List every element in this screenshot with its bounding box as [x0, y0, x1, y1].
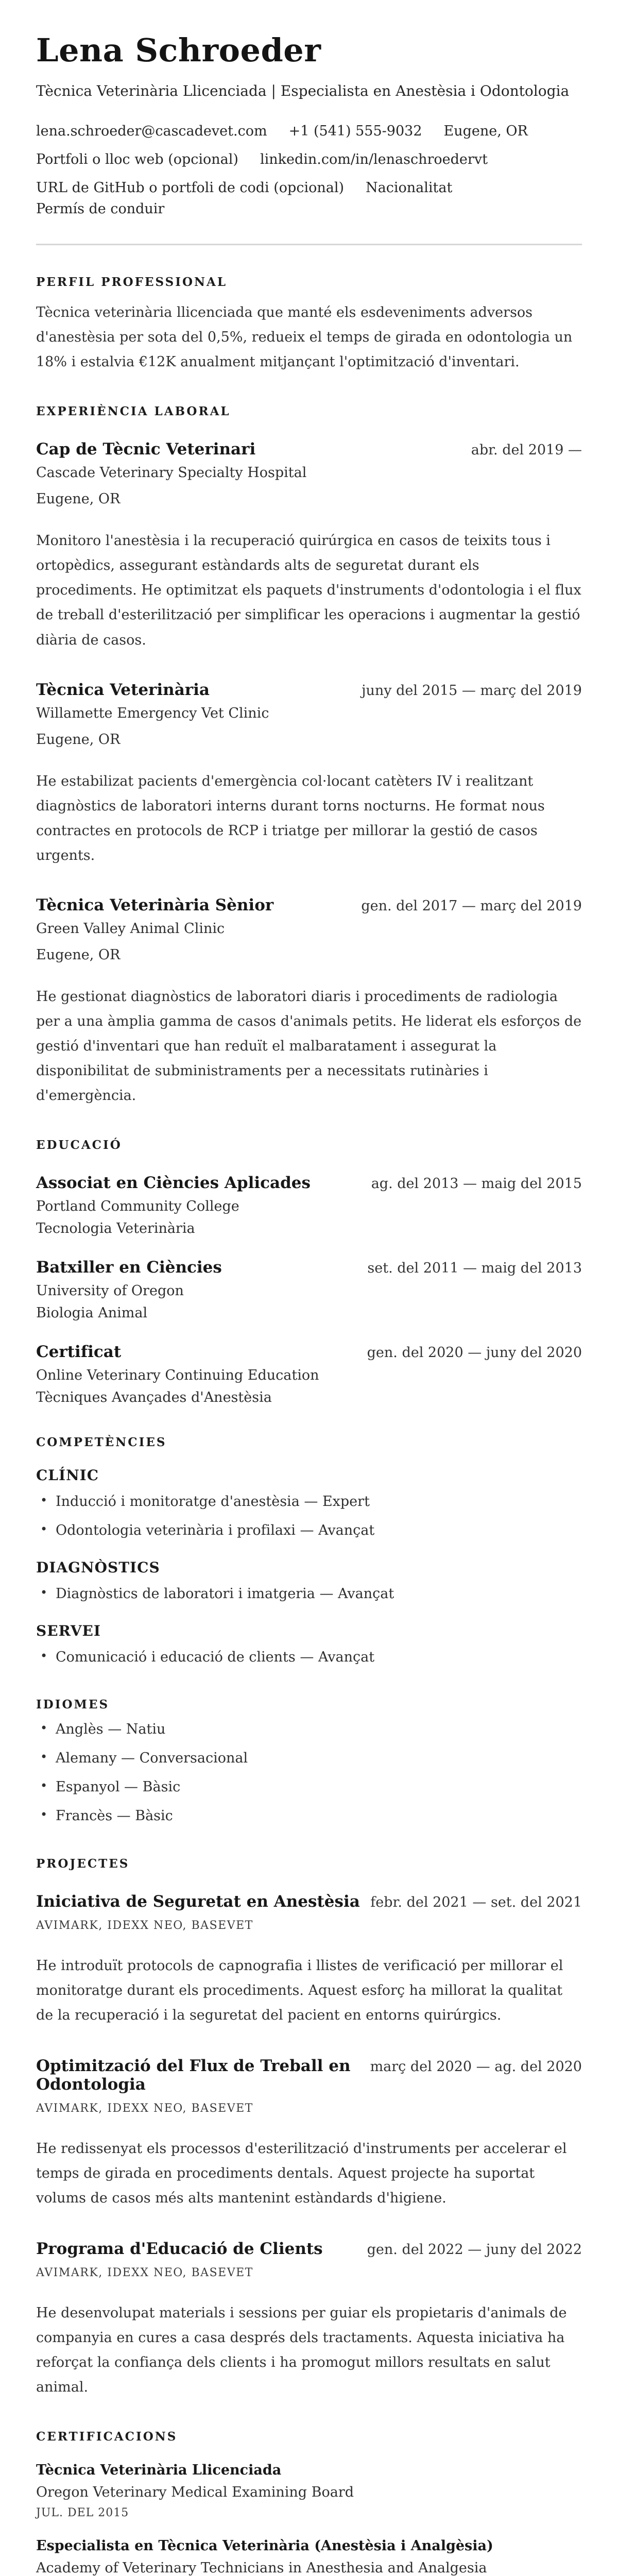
school-name: University of Oregon — [36, 1282, 184, 1299]
contact-row-3 — [36, 180, 582, 217]
candidate-headline: Tècnica Veterinària Llicenciada | Especialista en Anestèsia i Odontologia — [36, 82, 570, 100]
experience-heading: EXPERIÈNCIA LABORAL — [36, 404, 231, 419]
degree-title: Certificat — [36, 1342, 122, 1361]
certification-entry — [36, 2462, 582, 2519]
job-entry — [36, 681, 582, 868]
candidate-name: Lena Schroeder — [36, 31, 321, 69]
skill-group-title: CLÍNIC — [36, 1466, 99, 1484]
job-description: He gestionat diagnòstics de laboratori diaris i procediments de radiologia per a una àmplia gamma de casos d'animals petits. He liderat els esforços de gestió d'inventari que han reduït el malbaratament i assegurat la disponibilitat de subministraments per a necessitats rutinàries i d'emergència. — [36, 988, 582, 1104]
certification-entry — [36, 2538, 582, 2576]
project-description: He desenvolupat materials i sessions per guiar els propietaris d'animals de companyia en cures a casa després dels tractaments. Aquesta iniciativa ha reforçat la confiança dels clients i ha promogut millors resultats en salut animal. — [36, 2305, 567, 2396]
education-entry — [36, 1343, 582, 1405]
section-skills — [36, 1435, 582, 1668]
skill-item: • Odontologia veterinària i profilaxi — Avançat — [36, 1520, 582, 1541]
skills-heading: COMPETÈNCIES — [36, 1435, 167, 1449]
job-company: Green Valley Animal Clinic — [36, 920, 225, 937]
section-certifications — [36, 2430, 582, 2576]
field-of-study: Tècniques Avançades d'Anestèsia — [36, 1389, 272, 1405]
skill-group-title: DIAGNÒSTICS — [36, 1558, 160, 1576]
contact-github-label: URL de GitHub o portfoli de codi (opcional) — [36, 180, 344, 196]
job-description: He estabilizat pacients d'emergència col·locant catèters IV i realitzant diagnòstics de laboratori interns durant torns nocturns. He format nous contractes en protocols de RCP i triatge per millorar la gestió de casos urgents. — [36, 773, 545, 863]
language-list — [36, 1719, 582, 1826]
degree-title: Batxiller en Ciències — [36, 1258, 222, 1277]
project-description: He introduït protocols de capnografia i llistes de verificació per millorar el monitoratge durant els procediments. Aquest esforç ha millorat la qualitat de la recuperació i la seguretat del pacient en entorns quirúrgics. — [36, 1957, 563, 2023]
job-title: Tècnica Veterinària Sènior — [36, 895, 274, 914]
language-item: • Espanyol — Bàsic — [36, 1776, 582, 1798]
job-title: Cap de Tècnic Veterinari — [36, 440, 256, 459]
contact-nationality-label: Nacionalitat — [366, 180, 453, 196]
project-entry — [36, 2240, 582, 2400]
education-dates: gen. del 2020 — juny del 2020 — [367, 1344, 582, 1361]
certifications-heading: CERTIFICACIONS — [36, 2430, 178, 2444]
header-divider — [36, 244, 582, 245]
profile-summary: Tècnica veterinària llicenciada que manté els esdeveniments adversos d'anestèsia per sota del 0,5%, redueix el temps de girada en odontologia un 18% i estalvia €12K anualment mitjançant l'optimització d'inventari. — [36, 304, 573, 370]
job-dates: abr. del 2019 — — [471, 442, 582, 459]
education-heading: EDUCACIÓ — [36, 1138, 122, 1152]
project-description: He redissenyat els processos d'esterilització d'instruments per accelerar el temps de girada en procediments dentals. Aquest projecte ha suportat volums de casos més alts mantenint estàndards d'higiene. — [36, 2140, 567, 2206]
language-item: • Alemany — Conversacional — [36, 1748, 582, 1769]
language-item: • Francès — Bàsic — [36, 1805, 582, 1827]
section-experience — [36, 404, 582, 1108]
section-languages — [36, 1698, 582, 1826]
job-header — [36, 681, 582, 699]
certification-issuer: Academy of Veterinary Technicians in Anesthesia and Analgesia — [36, 2560, 487, 2576]
resume-header — [36, 33, 582, 245]
degree-title: Associat en Ciències Aplicades — [36, 1173, 311, 1192]
contact-license-label: Permís de conduir — [36, 201, 165, 217]
languages-heading: IDIOMES — [36, 1698, 110, 1712]
skill-group-title: SERVEI — [36, 1622, 101, 1639]
job-entry — [36, 440, 582, 652]
project-entry — [36, 2057, 582, 2211]
project-title: Programa d'Educació de Clients — [36, 2240, 323, 2259]
contact-linkedin: linkedin.com/in/lenaschroedervt — [260, 151, 488, 168]
education-header — [36, 1343, 582, 1361]
project-dates: febr. del 2021 — set. del 2021 — [370, 1894, 582, 1910]
job-location: Eugene, OR — [36, 946, 121, 963]
projects-heading: PROJECTES — [36, 1856, 130, 1871]
project-tech: AVIMARK, IDEXX NEO, BASEVET — [36, 1919, 253, 1932]
job-entry — [36, 896, 582, 1108]
skill-list — [36, 1491, 582, 1541]
project-dates: gen. del 2022 — juny del 2022 — [367, 2242, 582, 2258]
project-header — [36, 1892, 582, 1911]
certification-date: JUL. DEL 2015 — [36, 2506, 129, 2520]
project-tech: AVIMARK, IDEXX NEO, BASEVET — [36, 2266, 253, 2280]
profile-heading: PERFIL PROFESSIONAL — [36, 275, 228, 290]
contact-phone: +1 (541) 555-9032 — [288, 123, 422, 140]
job-header — [36, 896, 582, 914]
field-of-study: Biologia Animal — [36, 1304, 148, 1321]
skill-list — [36, 1583, 582, 1605]
job-location: Eugene, OR — [36, 491, 121, 507]
contact-portfolio-label: Portfoli o lloc web (opcional) — [36, 151, 238, 168]
skill-item: • Diagnòstics de laboratori i imatgeria — Avançat — [36, 1583, 582, 1605]
education-entry — [36, 1174, 582, 1236]
project-dates: març del 2020 — ag. del 2020 — [370, 2058, 582, 2075]
education-dates: ag. del 2013 — maig del 2015 — [371, 1175, 582, 1192]
contact-row-1 — [36, 123, 582, 139]
school-name: Portland Community College — [36, 1198, 239, 1214]
skill-group — [36, 1622, 582, 1668]
job-dates: gen. del 2017 — març del 2019 — [361, 897, 582, 914]
job-description: Monitoro l'anestèsia i la recuperació quirúrgica en casos de teixits tous i ortopèdics, assegurant estàndards alts de seguretat durant els procediments. He optimitzat els paquets d'instruments d'odontologia i el flux de treball d'esterilització per simplificar les operacions i augmentar la gestió diària de casos. — [36, 533, 581, 648]
skill-item: • Inducció i monitoratge d'anestèsia — Expert — [36, 1491, 582, 1513]
section-profile — [36, 275, 582, 375]
education-dates: set. del 2011 — maig del 2013 — [367, 1260, 582, 1276]
project-header — [36, 2240, 582, 2258]
section-projects — [36, 1857, 582, 2400]
job-company: Willamette Emergency Vet Clinic — [36, 705, 269, 721]
skill-list — [36, 1647, 582, 1668]
certification-name: Tècnica Veterinària Llicenciada — [36, 2462, 282, 2479]
job-location: Eugene, OR — [36, 731, 121, 748]
education-header — [36, 1174, 582, 1192]
school-name: Online Veterinary Continuing Education — [36, 1367, 319, 1383]
section-education — [36, 1138, 582, 1405]
education-entry — [36, 1258, 582, 1321]
project-entry — [36, 1892, 582, 2028]
skill-group — [36, 1559, 582, 1605]
language-item: • Anglès — Natiu — [36, 1719, 582, 1740]
contact-row-2 — [36, 151, 582, 167]
skill-item: • Comunicació i educació de clients — Avançat — [36, 1647, 582, 1668]
job-title: Tècnica Veterinària — [36, 680, 210, 699]
field-of-study: Tecnologia Veterinària — [36, 1220, 195, 1236]
project-tech: AVIMARK, IDEXX NEO, BASEVET — [36, 2102, 253, 2115]
project-title: Optimització del Flux de Treball en Odontologia — [36, 2056, 351, 2094]
contact-location: Eugene, OR — [443, 123, 528, 140]
education-header — [36, 1258, 582, 1277]
contact-block — [36, 123, 582, 217]
certification-issuer: Oregon Veterinary Medical Examining Board — [36, 2484, 354, 2501]
project-header — [36, 2057, 582, 2094]
job-company: Cascade Veterinary Specialty Hospital — [36, 465, 307, 481]
project-title: Iniciativa de Seguretat en Anestèsia — [36, 1892, 360, 1911]
contact-email: lena.schroeder@cascadevet.com — [36, 123, 267, 140]
job-dates: juny del 2015 — març del 2019 — [362, 682, 582, 699]
certification-name: Especialista en Tècnica Veterinària (Anestèsia i Analgèsia) — [36, 2538, 493, 2554]
skill-group — [36, 1467, 582, 1541]
job-header — [36, 440, 582, 459]
